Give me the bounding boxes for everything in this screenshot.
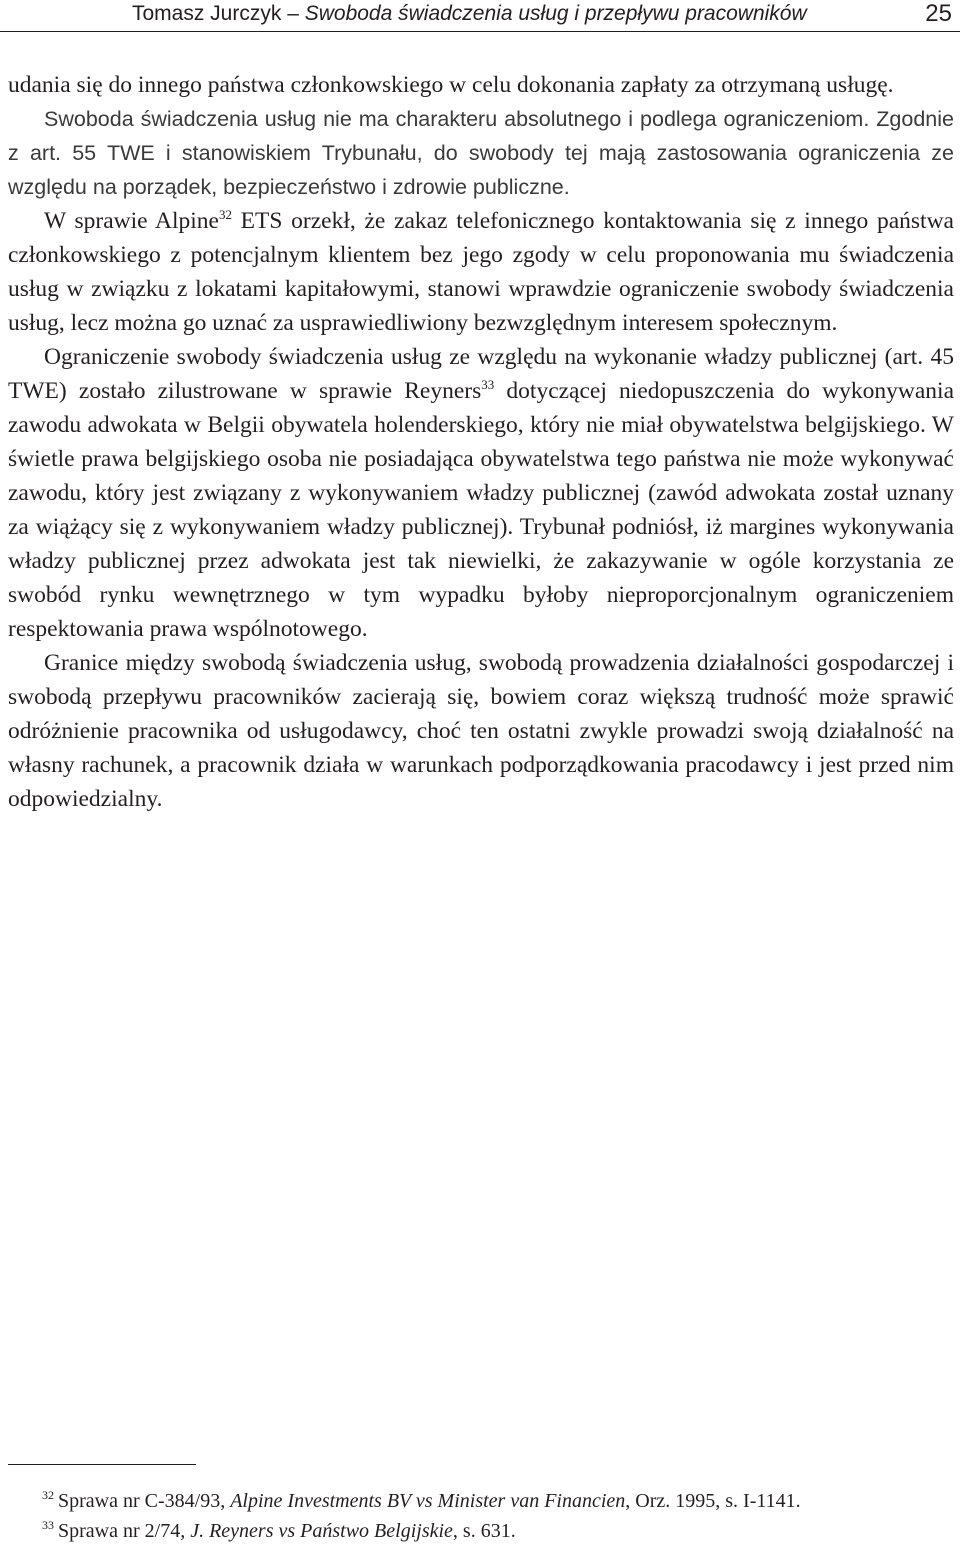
footnote-32: [42, 1486, 942, 1516]
footnote-number: 32: [42, 1488, 54, 1502]
footnote-ref-32[interactable]: 32: [218, 207, 232, 222]
footnote-ref-33[interactable]: 33: [481, 377, 495, 392]
footnote-number: 33: [42, 1518, 54, 1532]
footnotes: [42, 1486, 942, 1546]
paragraph-2: Swoboda świadczenia usług nie ma charakteru absolutnego i podlega ograniczeniom. Zgodnie z art. 55 TWE i stanowiskiem Trybunału, do swobody tej mają zastosowania ograniczenia ze względu na porządek, bezpieczeństwo i zdrowie publiczne.: [8, 107, 954, 199]
paragraph-4: [8, 340, 954, 646]
header-title: Swoboda świadczenia usług i przepływu pracowników: [304, 2, 807, 25]
footnote-case-title: Alpine Investments BV vs Minister van Financien: [230, 1490, 626, 1512]
header-rule: [0, 31, 960, 32]
footnote-source: , s. 631.: [452, 1520, 516, 1542]
footnote-case-title: J. Reyners vs Państwo Belgijskie: [190, 1520, 453, 1542]
paragraph-4-start: Ograniczenie swobody świadczenia usług ze względu na wykonanie władzy publicznej (art. 45 TWE) zostało zilustrowane w sprawie Reyners: [8, 344, 954, 404]
running-head-text: [132, 2, 807, 26]
page-number: 25: [925, 0, 952, 27]
main-text: [8, 68, 954, 816]
paragraph-5: Granice między swobodą świadczenia usług, swobodą prowadzenia działalności gospodarczej i swobodą przepływu pracowników zacierają się, bowiem coraz większą trudność może sprawić odróżnienie pracownika od usługodawcy, choć ten ostatni zwykle prowadzi swoją działalność na własny rachunek, a pracownik działa w warunkach podporządkowania pracodawcy i jest przed nim odpowiedzialny.: [8, 650, 954, 812]
footnote-text: Sprawa nr 2/74,: [58, 1520, 191, 1542]
footnote-rule: [8, 1464, 196, 1465]
header-author: Tomasz Jurczyk –: [132, 2, 299, 25]
running-head: [0, 0, 960, 31]
footnote-text: Sprawa nr C-384/93,: [58, 1490, 231, 1512]
paragraph-1: udania się do innego państwa członkowskiego w celu dokonania zapłaty za otrzymaną usługę.: [8, 72, 894, 98]
paragraph-4-rest: dotyczącej niedopuszczenia do wykonywania zawodu adwokata w Belgii obywatela holenderskiego, który nie miał obywatelstwa belgijskiego. W świetle prawa belgijskiego osoba nie posiadająca obywatelstwa tego państwa nie może wykonywać zawodu, który jest związany z wykonywaniem władzy publicznej (zawód adwokata został uznany za wiążący się z wykonywaniem władzy publicznej). Trybunał podniósł, iż margines wykonywania władzy publicznej przez adwokata jest tak niewielki, że zakazywanie w ogóle korzystania ze swobód rynku wewnętrznego w tym wypadku byłoby nieproporcjonalnym ograniczeniem respektowania prawa wspólnotowego.: [8, 378, 954, 642]
paragraph-3: [8, 204, 954, 340]
paragraph-3-start: W sprawie Alpine: [44, 208, 219, 234]
footnote-33: [42, 1516, 942, 1546]
paragraph-3-rest: ETS orzekł, że zakaz telefonicznego kontaktowania się z innego państwa członkowskiego z potencjalnym klientem bez jego zgody w celu proponowania mu świadczenia usług w związku z lokatami kapitałowymi, stanowi wprawdzie ograniczenie swobody świadczenia usług, lecz można go uznać za usprawiedliwiony bezwzględnym interesem społecznym.: [8, 208, 954, 336]
footnote-source: , Orz. 1995, s. I-1141.: [625, 1490, 801, 1512]
